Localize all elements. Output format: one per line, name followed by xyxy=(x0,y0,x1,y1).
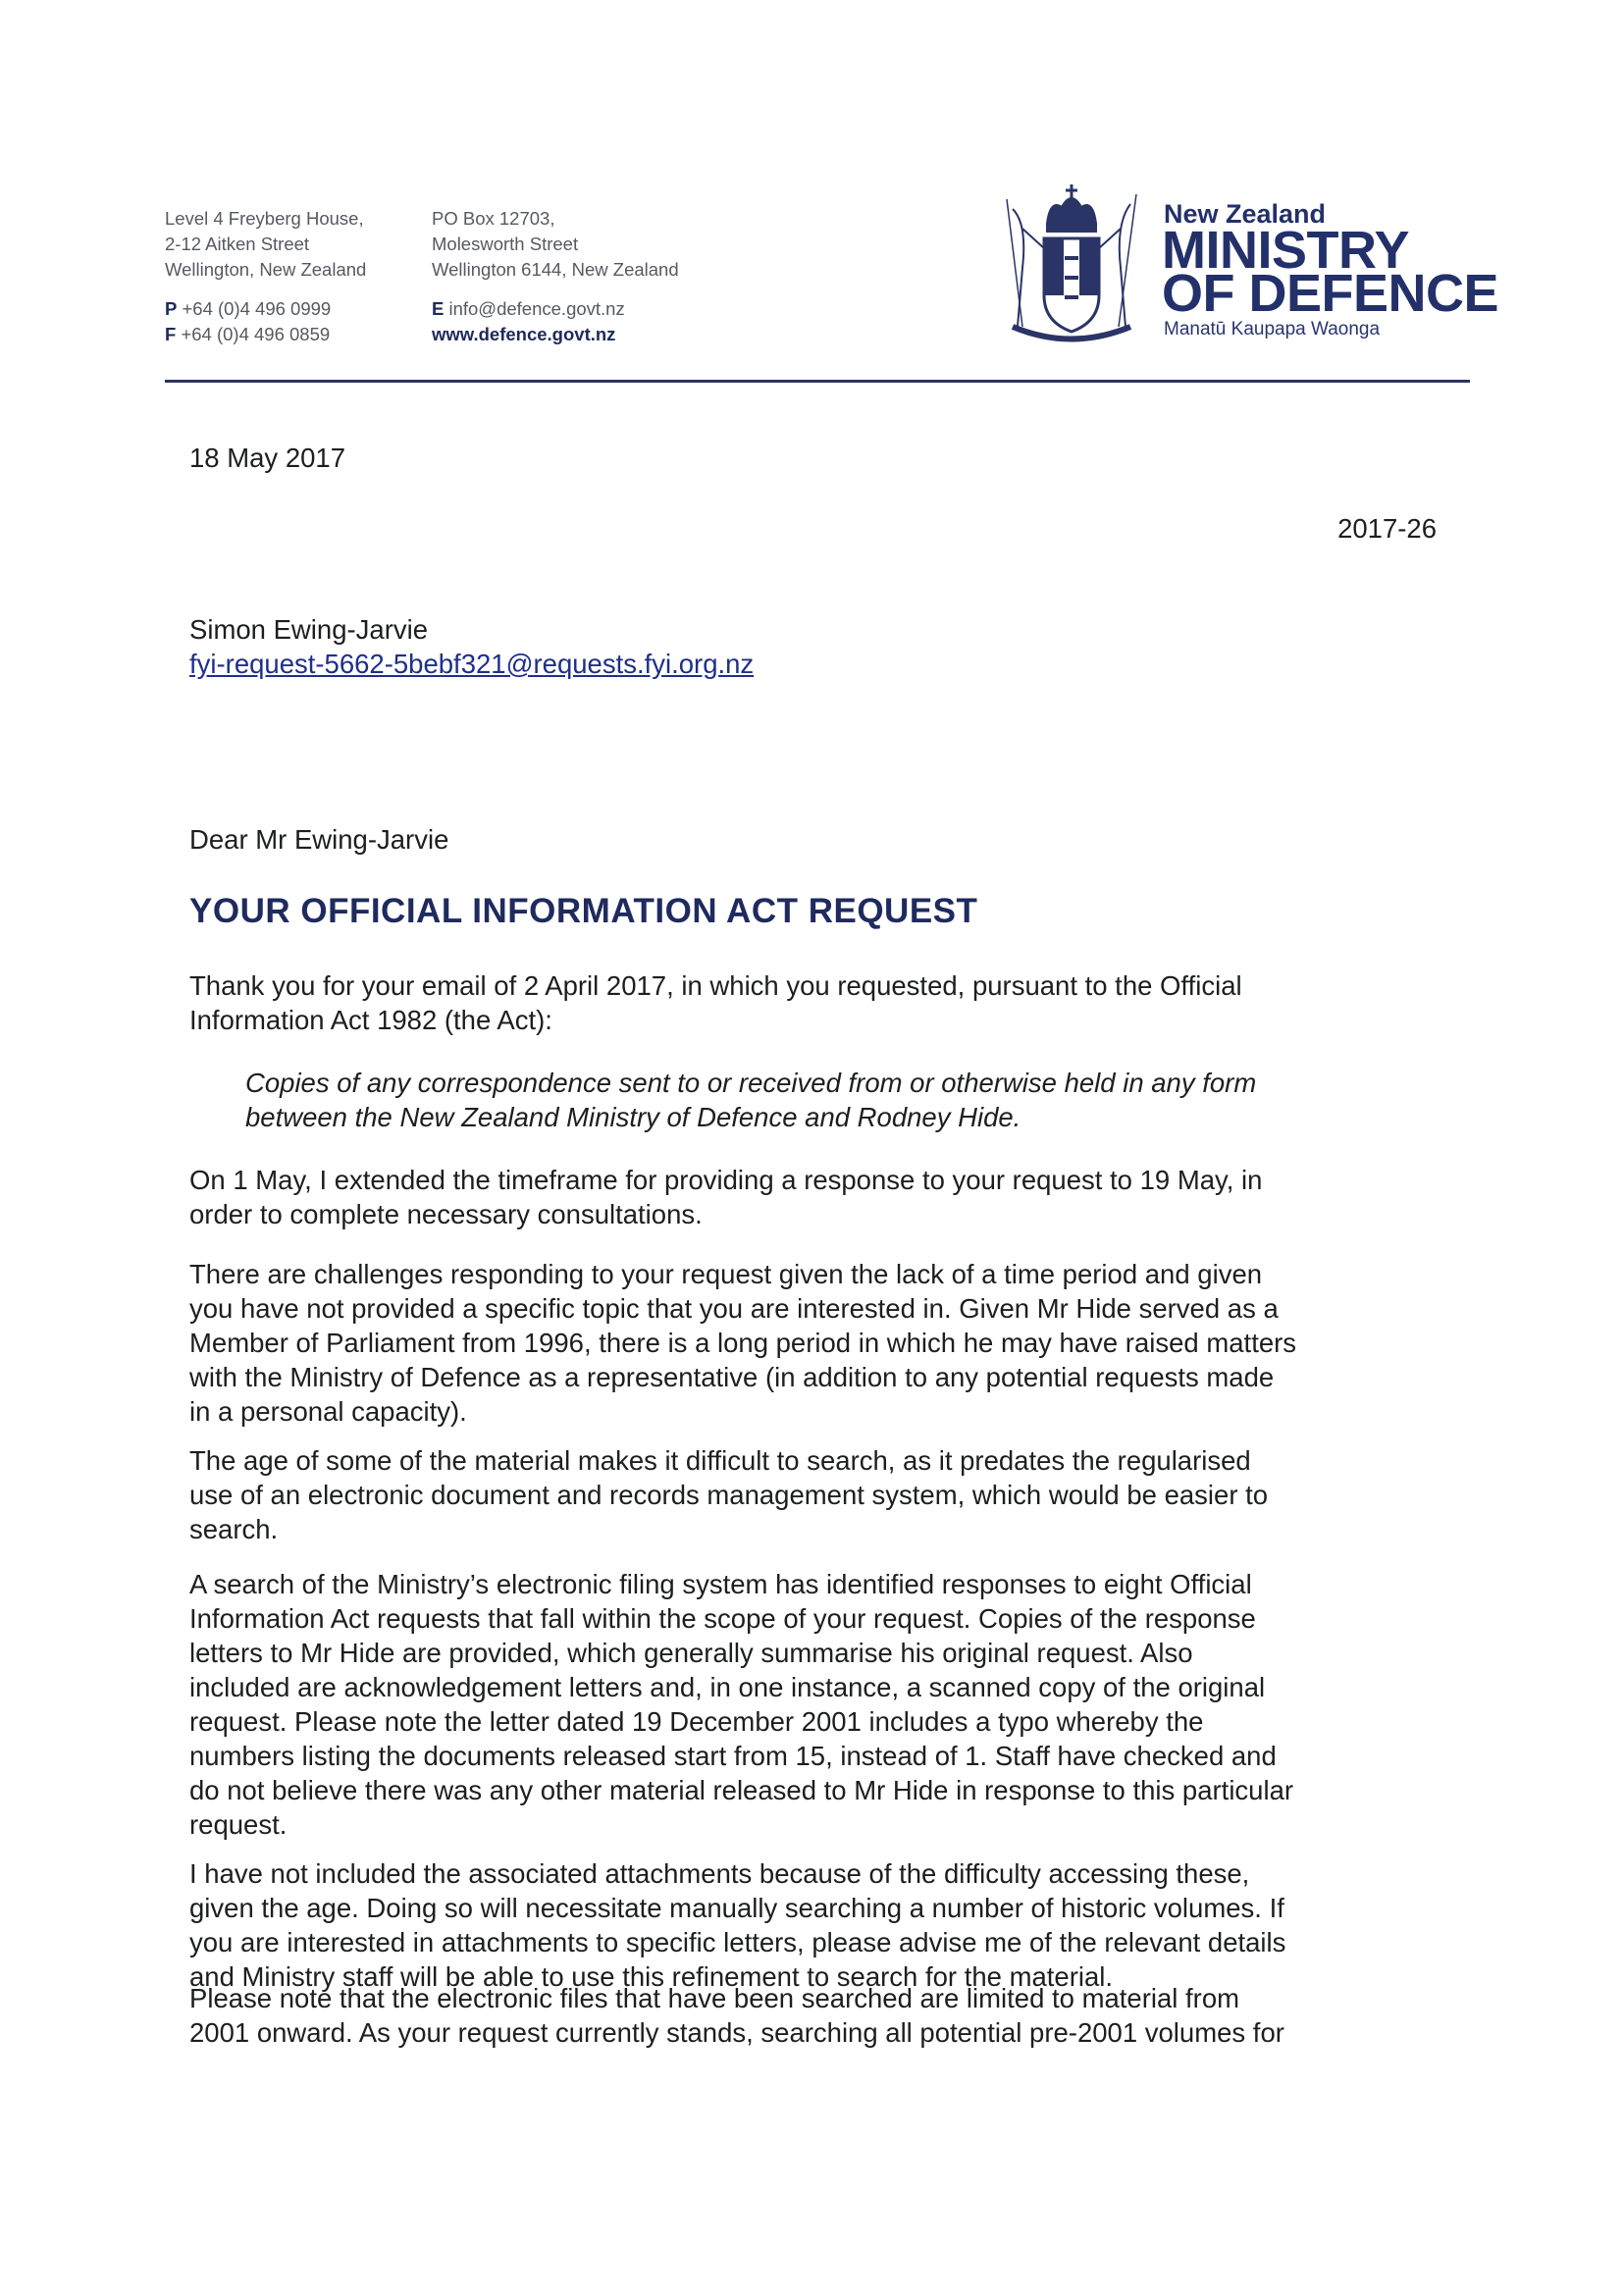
text-line: A search of the Ministry’s electronic filing system has identified responses to eight Official xyxy=(189,1569,1252,1599)
quoted-request xyxy=(245,1066,1423,1134)
letter-subject-heading: YOUR OFFICIAL INFORMATION ACT REQUEST xyxy=(189,892,978,930)
address-postal-block xyxy=(432,206,679,347)
text-line: 2001 onward. As your request currently stands, searching all potential pre-2001 volumes for xyxy=(189,2017,1284,2048)
paragraph-material-age xyxy=(189,1443,1436,1546)
text-line: The age of some of the material makes it difficult to search, as it predates the regularised xyxy=(189,1445,1251,1476)
address-line: 2-12 Aitken Street xyxy=(165,234,310,254)
letter-date: 18 May 2017 xyxy=(189,443,345,473)
text-line: included are acknowledgement letters and, in one instance, a scanned copy of the original xyxy=(189,1672,1266,1702)
text-line: Information Act requests that fall within the scope of your request. Copies of the response xyxy=(189,1603,1256,1634)
ministry-website-link[interactable]: www.defence.govt.nz xyxy=(432,324,616,344)
fax-line xyxy=(165,322,366,347)
phone-line xyxy=(165,296,366,322)
text-line: in a personal capacity). xyxy=(189,1396,467,1427)
brand-country: New Zealand xyxy=(1164,199,1327,229)
email-label: E xyxy=(432,298,445,319)
email-line xyxy=(432,296,679,322)
text-line: Thank you for your email of 2 April 2017, in which you requested, pursuant to the Official xyxy=(189,970,1242,1001)
text-line: On 1 May, I extended the timeframe for providing a response to your request to 19 May, in xyxy=(189,1165,1263,1195)
text-line: request. xyxy=(189,1809,288,1840)
recipient-block xyxy=(189,612,754,681)
text-line: I have not included the associated attachments because of the difficulty accessing these, xyxy=(189,1858,1250,1889)
text-line: Member of Parliament from 1996, there is a long period in which he may have raised matters xyxy=(189,1328,1297,1358)
text-line: request. Please note the letter dated 19 December 2001 includes a typo whereby the xyxy=(189,1706,1204,1737)
brand-line-ministry: MINISTRY xyxy=(1162,221,1409,280)
text-line: use of an electronic document and records management system, which would be easier to xyxy=(189,1480,1269,1510)
brand-line-of-defence: OF DEFENCE xyxy=(1162,264,1499,323)
address-line: Wellington 6144, New Zealand xyxy=(432,259,679,280)
text-line: with the Ministry of Defence as a representative (in addition to any potential requests made xyxy=(189,1362,1275,1392)
address-line: PO Box 12703, xyxy=(432,208,555,229)
text-line: numbers listing the documents released start from 15, instead of 1. Staff have checked and xyxy=(189,1741,1277,1771)
fax-number: +64 (0)4 496 0859 xyxy=(181,324,331,344)
paragraph-electronic-files xyxy=(189,1981,1436,2050)
text-line: given the age. Doing so will necessitate manually searching a number of historic volumes. If xyxy=(189,1893,1284,1923)
ministry-email-link[interactable]: info@defence.govt.nz xyxy=(448,298,625,319)
recipient-email-link[interactable]: fyi-request-5662-5bebf321@requests.fyi.org.nz xyxy=(189,649,755,679)
text-line: order to complete necessary consultations. xyxy=(189,1199,703,1229)
letterhead-divider xyxy=(165,380,1470,383)
salutation: Dear Mr Ewing-Jarvie xyxy=(189,824,449,855)
text-line: you have not provided a specific topic that you are interested in. Given Mr Hide served as a xyxy=(189,1293,1279,1324)
text-line: Information Act 1982 (the Act): xyxy=(189,1005,552,1035)
letter-reference-number: 2017-26 xyxy=(1337,513,1437,544)
paragraph-attachments xyxy=(189,1856,1436,1994)
paragraph-intro xyxy=(189,968,1436,1037)
paragraph-challenges xyxy=(189,1257,1436,1429)
paragraph-search-results xyxy=(189,1567,1436,1842)
phone-number: +64 (0)4 496 0999 xyxy=(182,298,332,319)
nz-coat-of-arms-icon xyxy=(993,180,1150,351)
brand-maori-name: Manatū Kaupapa Waonga xyxy=(1164,319,1381,339)
text-line: There are challenges responding to your request given the lack of a time period and given xyxy=(189,1259,1263,1289)
address-line: Molesworth Street xyxy=(432,234,579,254)
text-line: between the New Zealand Ministry of Defence and Rodney Hide. xyxy=(245,1102,1021,1132)
text-line: Please note that the electronic files that have been searched are limited to material from xyxy=(189,1983,1240,2013)
text-line: and Ministry staff will be able to use this refinement to search for the material. xyxy=(189,1961,1114,1992)
paragraph-extension xyxy=(189,1163,1436,1231)
text-line: you are interested in attachments to specific letters, please advise me of the relevant details xyxy=(189,1927,1286,1957)
phone-label: P xyxy=(165,298,178,319)
text-line: search. xyxy=(189,1514,279,1544)
recipient-name: Simon Ewing-Jarvie xyxy=(189,614,429,645)
address-line: Wellington, New Zealand xyxy=(165,259,367,280)
text-line: letters to Mr Hide are provided, which generally summarise his original request. Also xyxy=(189,1638,1193,1668)
text-line: do not believe there was any other material released to Mr Hide in response to this particular xyxy=(189,1775,1294,1805)
address-street-block xyxy=(165,206,366,347)
fax-label: F xyxy=(165,324,177,344)
address-line: Level 4 Freyberg House, xyxy=(165,208,364,229)
text-line: Copies of any correspondence sent to or received from or otherwise held in any form xyxy=(245,1068,1257,1098)
